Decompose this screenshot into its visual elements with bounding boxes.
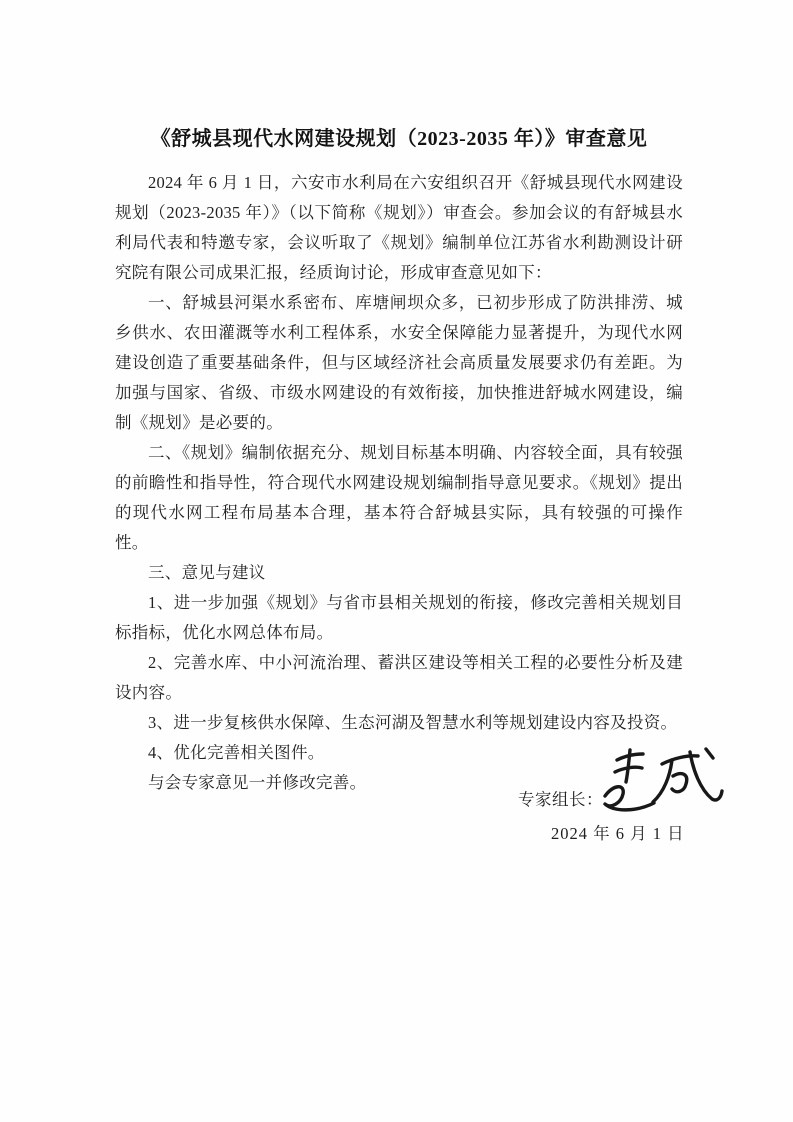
paragraph-list bbox=[115, 168, 683, 798]
signature-date: 2024 年 6 月 1 日 bbox=[551, 824, 685, 843]
section-heading: 三、意见与建议 bbox=[148, 563, 266, 582]
body-paragraph: 3、进一步复核供水保障、生态河湖及智慧水利等规划建设内容及投资。 bbox=[148, 713, 678, 732]
body-paragraph: 二、《规划》编制依据充分、规划目标基本明确、内容较全面，具有较强的前瞻性和指导性，符合现代水网建设规划编制指导意见要求。《规划》提出的现代水网工程布局基本合理，基本符合舒城县实际，具有较强的可操作性。 bbox=[115, 443, 683, 552]
body-paragraph: 4、优化完善相关图件。 bbox=[148, 743, 325, 762]
body-paragraph: 2、完善水库、中小河流治理、蓄洪区建设等相关工程的必要性分析及建设内容。 bbox=[115, 653, 683, 702]
page-title: 《舒城县现代水网建设规划（2023-2035 年）》审查意见 bbox=[150, 128, 648, 150]
body-paragraph: 2024 年 6 月 1 日，六安市水利局在六安组织召开《舒城县现代水网建设规划（2023-2035 年）》（以下简称《规划》）审查会。参加会议的有舒城县水利局代表和特邀专家，会议听取了《规划》编制单位江苏省水利勘测设计研究院有限公司成果汇报，经质询讨论，形成审查意见如下： bbox=[115, 173, 683, 282]
body-paragraph: 1、进一步加强《规划》与省市县相关规划的衔接，修改完善相关规划目标指标，优化水网总体布局。 bbox=[115, 593, 683, 642]
body-paragraph: 一、舒城县河渠水系密布、库塘闸坝众多，已初步形成了防洪排涝、城乡供水、农田灌溉等水利工程体系，水安全保障能力显著提升，为现代水网建设创造了重要基础条件，但与区域经济社会高质量发展要求仍有差距。为加强与国家、省级、市级水网建设的有效衔接，加快推进舒城水网建设，编制《规划》是必要的。 bbox=[115, 293, 683, 432]
body-paragraph: 与会专家意见一并修改完善。 bbox=[148, 773, 367, 792]
document-body bbox=[115, 126, 683, 798]
signature-label: 专家组长： bbox=[518, 790, 603, 809]
